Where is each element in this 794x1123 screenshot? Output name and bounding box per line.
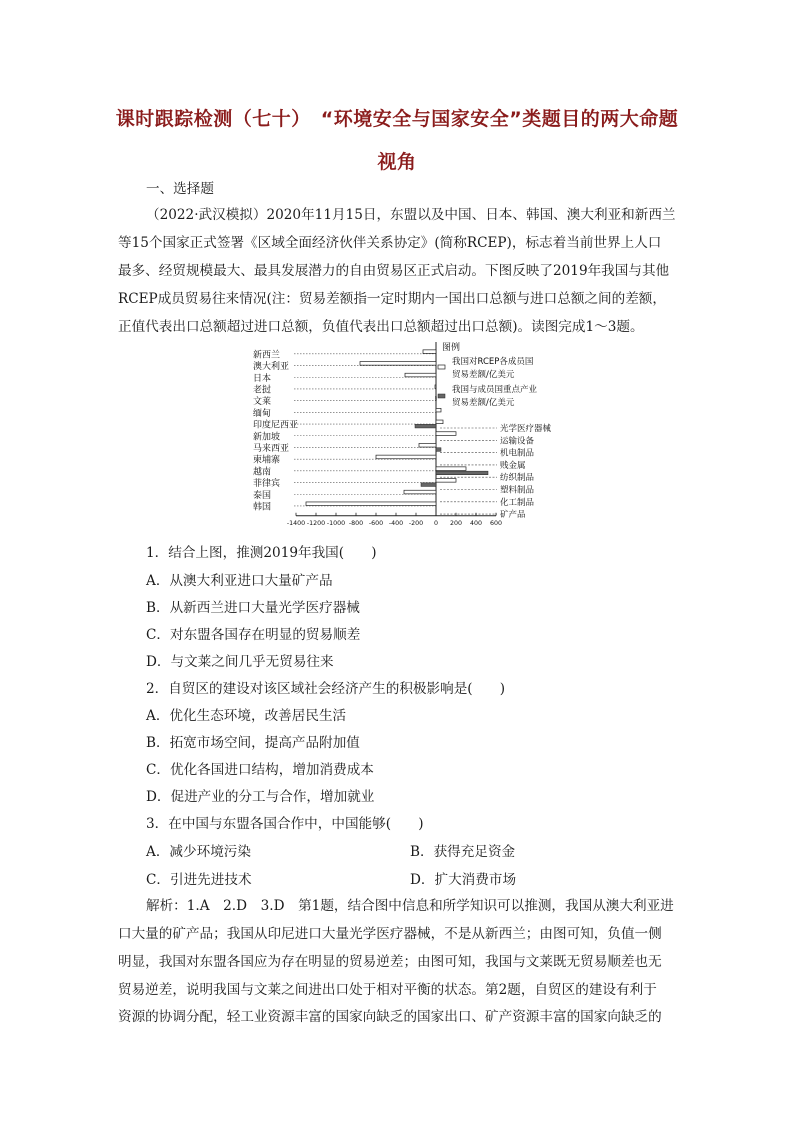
legend-label-line2: 贸易差额/亿美元 — [452, 398, 515, 408]
bar-trade-balance — [405, 373, 436, 377]
industry-label: 塑料制品 — [500, 485, 535, 496]
section-heading: 一、选择题 — [146, 181, 214, 197]
country-label: 日本 — [253, 373, 272, 384]
country-label: 柬埔寨 — [253, 455, 281, 466]
analysis-line: 口大量的矿产品；我国从印尼进口大量光学医疗器械，不是从新西兰；由图可知，负值一侧 — [118, 926, 662, 942]
bar-trade-balance — [423, 350, 436, 354]
industry-label: 贱金属 — [500, 460, 526, 471]
country-label: 新西兰 — [253, 350, 281, 361]
intro-line: 最多、经贸规模最大、最具发展潜力的自由贸易区正式启动。下图反映了2019年我国与其他 — [118, 263, 670, 279]
intro-line: 正值代表出口总额超过进口总额，负值代表出口总额超过出口总额)。读图完成1～3题。 — [118, 319, 644, 335]
legend-swatch-trade-balance — [438, 365, 445, 369]
bar-trade-balance — [436, 479, 456, 483]
bar-trade-balance — [419, 443, 436, 447]
country-label: 菲律宾 — [253, 479, 281, 490]
analysis-line: 明显，我国对东盟各国应为存在明显的贸易逆差；由图可知，我国与文莱既无贸易顺差也无 — [118, 954, 662, 970]
analysis-line: 贸易逆差，说明我国与文莱之间进出口处于相对平衡的状态。第2题，自贸区的建设有利于 — [118, 982, 657, 998]
question-2-stem: 2．自贸区的建设对该区域社会经济产生的积极影响是( ) — [146, 681, 506, 697]
q1-option-c: C．对东盟各国存在明显的贸易顺差 — [146, 627, 361, 643]
country-label: 马来西亚 — [253, 443, 290, 454]
trade-balance-chart — [250, 340, 580, 536]
x-tick-label: -1000 — [326, 519, 346, 527]
country-label: 文莱 — [253, 397, 272, 408]
x-tick-label: -1400 — [286, 519, 306, 527]
q1-option-b: B．从新西兰进口大量光学医疗器械 — [146, 600, 360, 616]
industry-label: 纺织制品 — [500, 473, 535, 484]
page-title: 课时跟踪检测（七十） “环境安全与国家安全”类题目的两大命题 — [115, 108, 679, 130]
bar-industry-balance — [421, 483, 436, 487]
bar-trade-balance — [360, 362, 436, 366]
legend-swatch-industry-balance — [438, 394, 445, 398]
q2-option-b: B．拓宽市场空间，提高产品附加值 — [146, 735, 360, 751]
country-label: 泰国 — [253, 490, 272, 501]
industry-label: 光学医疗器械 — [500, 424, 552, 434]
industry-label: 化工制品 — [500, 497, 535, 508]
country-label: 澳大利亚 — [253, 362, 290, 373]
bar-trade-balance — [376, 455, 436, 459]
bar-trade-balance — [436, 420, 443, 424]
question-3-stem: 3．在中国与东盟各国合作中，中国能够( ) — [146, 816, 424, 832]
x-tick-label: -200 — [408, 519, 424, 527]
x-tick-label: 400 — [469, 519, 483, 527]
q1-option-d: D．与文莱之间几乎无贸易往来 — [146, 654, 334, 670]
intro-line: （2022·武汉模拟）2020年11月15日，东盟以及中国、日本、韩国、澳大利亚和新西兰 — [146, 207, 676, 223]
country-label: 缅甸 — [253, 408, 272, 419]
bar-industry-balance — [436, 448, 441, 452]
country-label: 老挝 — [253, 385, 272, 396]
industry-label: 机电制品 — [500, 448, 535, 459]
q1-option-a: A．从澳大利亚进口大量矿产品 — [146, 573, 333, 589]
q3-option-d: D．扩大消费市场 — [410, 872, 517, 888]
analysis-line: 资源的协调分配，轻工业资源丰富的国家向缺乏的国家出口、矿产资源丰富的国家向缺乏的 — [118, 1009, 662, 1025]
legend-label-line1: 我国与成员国重点产业 — [452, 385, 538, 395]
q3-option-a: A．减少环境污染 — [146, 844, 251, 860]
bar-trade-balance — [306, 502, 436, 506]
bar-trade-balance — [404, 490, 436, 494]
x-tick-label: 200 — [449, 519, 463, 527]
q2-option-d: D．促进产业的分工与合作，增加就业 — [146, 789, 375, 805]
bar-trade-balance — [435, 385, 436, 389]
legend-label-line1: 我国对RCEP各成员国 — [452, 357, 534, 367]
q2-option-c: C．优化各国进口结构，增加消费成本 — [146, 762, 374, 778]
industry-label: 矿产品 — [500, 510, 526, 521]
x-tick-label: -400 — [388, 519, 404, 527]
bar-industry-balance — [415, 424, 436, 428]
bar-trade-balance — [436, 432, 456, 436]
bar-trade-balance — [436, 397, 437, 401]
x-tick-label: 0 — [433, 519, 439, 527]
industry-label: 运输设备 — [500, 436, 535, 447]
x-tick-label: -600 — [368, 519, 384, 527]
legend-label-line2: 贸易差额/亿美元 — [452, 370, 515, 380]
intro-line: RCEP成员贸易往来情况(注：贸易差额指一定时期内一国出口总额与进口总额之间的差额， — [118, 291, 666, 307]
bar-trade-balance — [436, 408, 441, 412]
country-label: 新加坡 — [253, 432, 281, 443]
country-label: 印度尼西亚 — [253, 420, 299, 431]
x-tick-label: -800 — [348, 519, 364, 527]
intro-line: 等15个国家正式签署《区域全面经济伙伴关系协定》(简称RCEP)，标志着当前世界上人口 — [118, 235, 662, 251]
q3-option-c: C．引进先进技术 — [146, 872, 252, 888]
bar-trade-balance — [436, 467, 466, 471]
q2-option-a: A．优化生态环境，改善居民生活 — [146, 708, 347, 724]
question-1-stem: 1．结合上图，推测2019年我国( ) — [146, 545, 377, 561]
bar-industry-balance — [436, 471, 488, 475]
analysis-line: 解析：1.A 2.D 3.D 第1题，结合图中信息和所学知识可以推测，我国从澳大利亚进 — [146, 898, 674, 914]
x-tick-label: -1200 — [306, 519, 326, 527]
country-label: 越南 — [253, 467, 272, 478]
country-label: 韩国 — [253, 502, 272, 513]
legend-title: 图例 — [442, 343, 461, 353]
x-tick-label: 600 — [489, 519, 503, 527]
page-title-continued: 视角 — [377, 151, 417, 173]
q3-option-b: B．获得充足资金 — [410, 844, 516, 860]
